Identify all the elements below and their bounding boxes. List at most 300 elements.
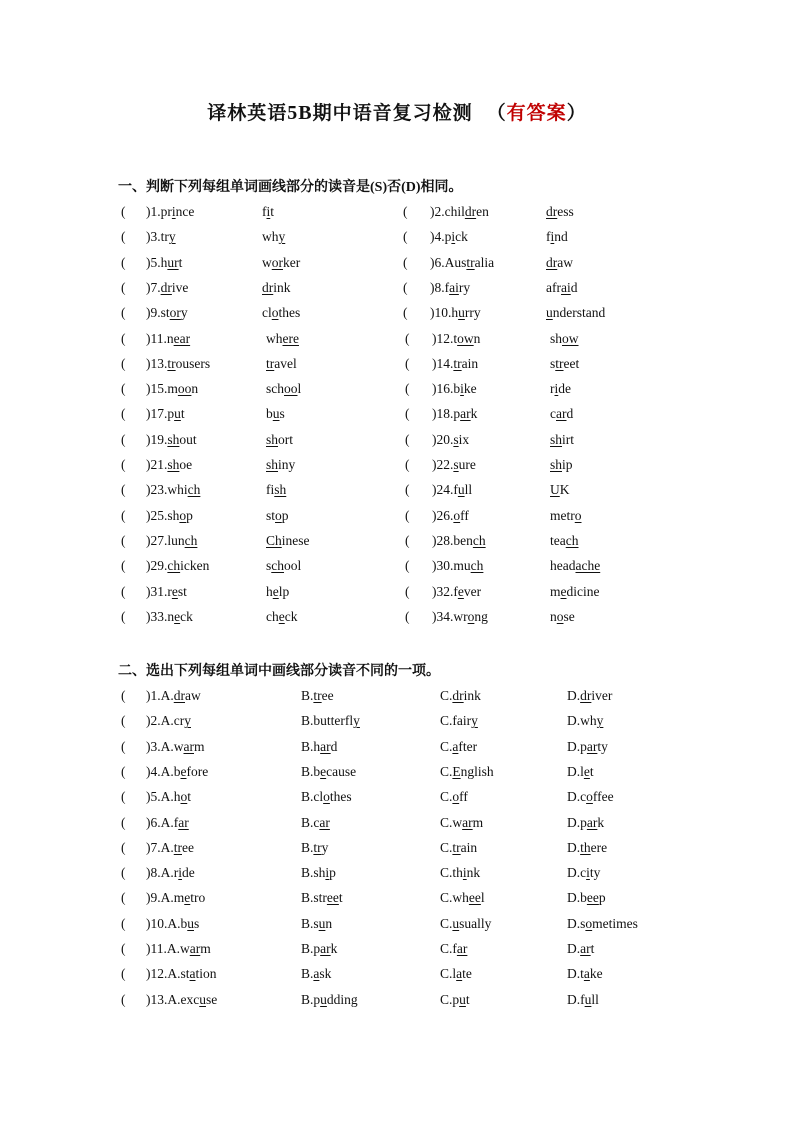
answer-blank-open: ( — [405, 330, 410, 346]
question-row — [0, 406, 794, 426]
answer-blank-open: ( — [405, 608, 410, 624]
underlined-letters: i — [554, 381, 559, 397]
word-1: Australia — [444, 254, 495, 270]
word-1: shop — [167, 507, 193, 523]
question-item: )15. moon — [146, 381, 199, 397]
answer-blank-open: ( — [121, 305, 126, 321]
underlined-letters: e — [278, 608, 285, 624]
underlined-letters: ar — [580, 941, 591, 956]
underlined-letters: y — [353, 713, 360, 729]
word-1: rest — [167, 583, 187, 599]
word-2: nose — [550, 608, 575, 624]
option-a: )3.A. warm — [146, 738, 205, 754]
option-c: C. after — [440, 738, 478, 754]
title-rest: 期中语音复习检测 — [312, 103, 473, 124]
underlined-letters: Ch — [266, 532, 282, 548]
underlined-letters: ee — [586, 890, 599, 906]
underlined-letters: i — [550, 229, 555, 245]
underlined-letters: u — [457, 482, 465, 498]
option-a-word: far — [173, 814, 189, 830]
answer-blank-open: ( — [405, 355, 410, 371]
word-1: off — [453, 507, 469, 523]
word-1: bike — [453, 381, 477, 397]
question-item: )32. fever — [432, 583, 482, 599]
word-2: help — [266, 583, 290, 599]
option-a: )10.A. bus — [146, 915, 200, 931]
underlined-letters: i — [266, 204, 271, 219]
underlined-letters: tr — [313, 688, 322, 703]
option-d-word: coffee — [580, 789, 614, 805]
answer-blank-open: ( — [121, 814, 126, 830]
choice-row — [0, 764, 794, 784]
option-d: D. there — [567, 839, 608, 855]
underlined-letters: i — [178, 865, 183, 881]
word-2: ride — [550, 381, 572, 397]
option-d-word: sometimes — [580, 915, 638, 931]
underlined-letters: oo — [177, 381, 192, 397]
underlined-letters: e — [171, 583, 178, 599]
answer-blank-open: ( — [121, 431, 126, 447]
question-item: )6. Australia — [430, 254, 495, 270]
word-1: trousers — [167, 355, 211, 371]
option-c: C. put — [440, 991, 470, 1007]
underlined-letters: u — [199, 991, 206, 1007]
word-2: dress — [546, 204, 574, 219]
question-item: )16. bike — [432, 381, 477, 397]
question-row — [0, 381, 794, 401]
underlined-letters: or — [169, 305, 181, 321]
option-c: C. far — [440, 941, 468, 956]
question-row — [0, 356, 794, 376]
option-d-word: there — [580, 839, 608, 855]
question-item: )14. train — [432, 355, 479, 371]
option-a: )2.A. cry — [146, 713, 191, 729]
underlined-letters: ch — [472, 532, 486, 548]
section1-heading: 一、判断下列每组单词画线部分的读音是(S)否(D)相同。 — [118, 180, 463, 195]
word-2: Chinese — [266, 532, 310, 548]
answer-blank-open: ( — [121, 406, 126, 422]
answer-blank-open: ( — [121, 457, 126, 472]
answer-blank-open: ( — [121, 532, 126, 548]
underlined-letters: tr — [466, 254, 475, 270]
answer-blank-open: ( — [121, 915, 126, 931]
underlined-letters: e — [457, 583, 464, 599]
underlined-letters: o — [179, 507, 187, 523]
choice-row — [0, 865, 794, 885]
answer-blank-open: ( — [405, 381, 410, 397]
word-1: moon — [167, 381, 199, 397]
question-item: )28. bench — [432, 532, 486, 548]
option-a: )12.A. station — [146, 966, 217, 982]
answer-blank-open: ( — [405, 457, 410, 472]
underlined-letters: sh — [274, 482, 287, 498]
question-row — [0, 331, 794, 351]
underlined-letters: i — [586, 865, 590, 881]
underlined-letters: ar — [320, 738, 331, 754]
option-c: C. train — [440, 839, 478, 855]
option-a-word: tree — [173, 839, 194, 855]
word-2: fish — [266, 482, 287, 498]
word-2: shiny — [266, 457, 296, 472]
option-d-word: full — [580, 991, 599, 1007]
option-a-word: cry — [173, 713, 191, 729]
word-1: put — [167, 406, 185, 422]
question-item: )7. drive — [146, 279, 189, 295]
underlined-letters: u — [187, 915, 194, 931]
underlined-letters: ch — [184, 532, 198, 548]
underlined-letters: oo — [284, 381, 298, 397]
option-b-word: tree — [313, 688, 334, 703]
answer-blank-open: ( — [405, 583, 410, 599]
option-d: D. beep — [567, 890, 606, 906]
underlined-letters: ur — [167, 254, 179, 270]
word-1: fever — [453, 583, 482, 599]
option-b-word: pudding — [313, 991, 358, 1007]
option-b-word: clothes — [313, 789, 352, 805]
option-b: B. street — [301, 890, 343, 906]
question-item: )20. six — [432, 431, 470, 447]
answer-blank-open: ( — [121, 941, 126, 956]
option-d: D. coffee — [567, 789, 614, 805]
word-1: bench — [453, 532, 486, 548]
choice-row — [0, 890, 794, 910]
option-d: D. party — [567, 738, 608, 754]
choice-row — [0, 739, 794, 759]
word-1: pick — [444, 229, 468, 245]
underlined-letters: y — [184, 713, 191, 729]
word-1: hurry — [451, 305, 481, 321]
underlined-letters: a — [452, 738, 459, 754]
word-1: chicken — [167, 558, 210, 574]
underlined-letters: sh — [167, 457, 180, 472]
option-d-word: park — [580, 814, 605, 830]
word-1: drive — [160, 279, 189, 295]
underlined-letters: e — [583, 763, 590, 779]
option-c-word: warm — [452, 814, 484, 830]
answer-blank-open: ( — [405, 558, 410, 574]
option-b-word: because — [313, 763, 357, 779]
option-d: D. full — [567, 991, 599, 1007]
underlined-letters: e — [320, 763, 327, 779]
answer-blank-open: ( — [121, 355, 126, 371]
word-1: six — [453, 431, 470, 447]
word-2: understand — [546, 305, 606, 321]
underlined-letters: dr — [160, 279, 172, 295]
underlined-letters: i — [462, 865, 467, 881]
word-1: shout — [167, 431, 197, 447]
question-row — [0, 457, 794, 477]
option-b: B. clothes — [301, 789, 352, 805]
underlined-letters: o — [323, 789, 330, 805]
underlined-letters: u — [459, 991, 466, 1007]
word-1: park — [453, 406, 478, 422]
answer-blank-open: ( — [121, 482, 126, 498]
underlined-letters: e — [180, 763, 187, 779]
word-2: check — [266, 608, 298, 624]
word-2: bus — [266, 406, 285, 422]
word-1: story — [160, 305, 188, 321]
option-b-word: ask — [313, 966, 332, 982]
option-d-word: why — [580, 713, 604, 729]
option-c-word: wheel — [452, 890, 485, 906]
choice-row — [0, 941, 794, 961]
underlined-letters: ar — [586, 814, 598, 830]
underlined-letters: u — [272, 406, 280, 422]
underlined-letters: u — [174, 406, 181, 422]
underlined-letters: ai — [449, 279, 459, 295]
option-c: C. off — [440, 789, 468, 805]
word-1: try — [160, 229, 176, 245]
underlined-letters: dr — [173, 688, 185, 703]
option-c-word: late — [452, 966, 472, 982]
option-b: B. park — [301, 941, 338, 956]
question-item: )33. neck — [146, 608, 193, 624]
word-2: teach — [550, 532, 579, 548]
underlined-letters: o — [180, 789, 188, 805]
underlined-letters: u — [452, 915, 460, 931]
option-a: )6.A. far — [146, 814, 189, 830]
option-a: )8.A. ride — [146, 865, 195, 881]
question-row — [0, 508, 794, 528]
underlined-letters: o — [556, 608, 564, 624]
option-d-word: party — [580, 738, 608, 754]
word-2: why — [262, 229, 286, 245]
underlined-letters: o — [275, 507, 282, 523]
answer-blank-open: ( — [403, 204, 408, 219]
title-paren-close: ） — [566, 103, 587, 124]
underlined-letters: ar — [189, 941, 201, 956]
option-a: )9.A. metro — [146, 890, 206, 906]
question-item: )34. wrong — [432, 608, 488, 624]
answer-blank-open: ( — [121, 507, 126, 523]
word-2: find — [546, 229, 568, 245]
option-a-word: before — [173, 763, 209, 779]
option-d: D. sometimes — [567, 915, 638, 931]
option-a: )4.A. before — [146, 763, 209, 779]
underlined-letters: or — [271, 254, 283, 270]
option-d-word: take — [580, 966, 603, 982]
underlined-letters: o — [452, 789, 460, 805]
choice-row — [0, 966, 794, 986]
option-b-word: ship — [313, 865, 336, 881]
question-item: )4. pick — [430, 229, 468, 245]
word-1: sure — [453, 457, 476, 472]
word-2: draw — [546, 254, 573, 270]
choice-row — [0, 713, 794, 733]
answer-blank-open: ( — [121, 583, 126, 599]
option-a-word: warm — [173, 738, 205, 754]
underlined-letters: y — [471, 713, 478, 729]
word-1: hurt — [160, 254, 183, 270]
question-item: )21. shoe — [146, 457, 193, 472]
underlined-letters: ow — [457, 330, 474, 346]
option-c: C. English — [440, 763, 494, 779]
question-item: )30. much — [432, 558, 484, 574]
underlined-letters: ar — [319, 814, 330, 830]
word-2: show — [550, 330, 579, 346]
word-1: train — [453, 355, 479, 371]
underlined-letters: a — [583, 966, 590, 982]
question-item: )23. which — [146, 482, 201, 498]
question-row — [0, 432, 794, 452]
question-row — [0, 482, 794, 502]
option-b: B. sun — [301, 915, 333, 931]
option-c-word: train — [452, 839, 478, 855]
option-a-word: warm — [180, 941, 211, 956]
word-2: school — [266, 558, 302, 574]
underlined-letters: o — [453, 507, 461, 523]
title-grade: 5B — [287, 102, 313, 124]
option-c-word: think — [452, 865, 481, 881]
option-b: B. car — [301, 814, 330, 830]
question-item: )3. try — [146, 229, 176, 245]
answer-blank-open: ( — [405, 431, 410, 447]
underlined-letters: ee — [326, 890, 339, 906]
underlined-letters: ow — [562, 330, 579, 346]
word-2: fit — [262, 204, 275, 219]
word-1: which — [167, 482, 201, 498]
word-2: stop — [266, 507, 289, 523]
underlined-letters: ch — [187, 482, 201, 498]
option-b: B. hard — [301, 738, 338, 754]
option-c-word: off — [452, 789, 468, 805]
word-2: where — [266, 330, 299, 346]
underlined-letters: s — [453, 431, 459, 447]
word-2: shirt — [550, 431, 575, 447]
underlined-letters: o — [585, 915, 593, 931]
underlined-letters: o — [574, 507, 582, 523]
underlined-letters: o — [271, 305, 279, 321]
answer-blank-open: ( — [121, 254, 126, 270]
underlined-letters: y — [168, 229, 176, 245]
question-row — [0, 305, 794, 325]
question-row — [0, 584, 794, 604]
word-1: children — [444, 204, 489, 219]
underlined-letters: ch — [271, 558, 285, 574]
answer-blank-open: ( — [121, 991, 126, 1007]
underlined-letters: dr — [452, 688, 464, 703]
answer-blank-open: ( — [405, 406, 410, 422]
underlined-letters: ar — [456, 941, 468, 956]
answer-blank-open: ( — [403, 279, 408, 295]
answer-blank-open: ( — [121, 688, 126, 703]
option-b-word: try — [313, 839, 329, 855]
option-c: C. wheel — [440, 890, 485, 906]
option-c-word: fairy — [452, 713, 478, 729]
underlined-letters: i — [171, 204, 176, 219]
underlined-letters: u — [320, 991, 327, 1007]
section2-heading: 二、选出下列每组单词中画线部分读音不同的一项。 — [118, 664, 440, 679]
underlined-letters: sh — [266, 457, 279, 472]
option-c-word: usually — [452, 915, 492, 931]
word-2: clothes — [262, 305, 301, 321]
option-b-word: hard — [313, 738, 338, 754]
choice-row — [0, 688, 794, 708]
option-b: B. ship — [301, 865, 336, 881]
underlined-letters: ch — [470, 558, 484, 574]
option-a-word: excuse — [180, 991, 218, 1007]
option-b-word: sun — [313, 915, 333, 931]
option-b: B. because — [301, 763, 357, 779]
choice-row — [0, 815, 794, 835]
word-2: card — [550, 406, 574, 422]
question-item: )29. chicken — [146, 558, 210, 574]
option-b: B. ask — [301, 966, 332, 982]
word-2: ship — [550, 457, 573, 472]
word-2: school — [266, 381, 302, 397]
question-item: )19. shout — [146, 431, 197, 447]
word-2: worker — [262, 254, 301, 270]
underlined-letters: e — [174, 608, 181, 624]
underlined-letters: y — [596, 713, 604, 729]
option-d: D. why — [567, 713, 604, 729]
question-item: )26. off — [432, 507, 469, 523]
option-b-word: car — [313, 814, 330, 830]
option-d: D. art — [567, 941, 595, 956]
option-d-word: driver — [580, 688, 613, 703]
question-row — [0, 280, 794, 300]
word-2: afraid — [546, 279, 578, 295]
underlined-letters: u — [458, 305, 465, 321]
underlined-letters: e — [184, 890, 191, 906]
answer-blank-open: ( — [405, 482, 410, 498]
question-item: )11. near — [146, 330, 191, 346]
underlined-letters: dr — [262, 279, 274, 295]
word-1: much — [453, 558, 484, 574]
underlined-letters: sh — [550, 431, 563, 447]
option-a-word: bus — [180, 915, 200, 931]
option-d-word: let — [580, 763, 594, 779]
question-item: )8. fairy — [430, 279, 471, 295]
option-c-word: English — [452, 763, 494, 779]
underlined-letters: tr — [452, 839, 461, 855]
title-answer-text: 有答案 — [506, 103, 567, 124]
word-1: shoe — [167, 457, 193, 472]
question-item: )2. children — [430, 204, 489, 219]
underlined-letters: ch — [565, 532, 579, 548]
word-2: headache — [550, 558, 601, 574]
answer-blank-open: ( — [121, 890, 126, 906]
question-item: )24. full — [432, 482, 473, 498]
underlined-letters: ar — [460, 406, 471, 422]
option-a-word: draw — [173, 688, 201, 703]
underlined-letters: tr — [555, 355, 564, 371]
underlined-letters: o — [586, 789, 593, 805]
title-answer-note — [487, 103, 587, 124]
underlined-letters: ar — [586, 738, 598, 754]
answer-blank-open: ( — [121, 839, 126, 855]
underlined-letters: a — [189, 966, 196, 982]
word-1: wrong — [453, 608, 488, 624]
word-1: full — [453, 482, 473, 498]
question-item: )18. park — [432, 406, 478, 422]
question-row — [0, 558, 794, 578]
answer-blank-open: ( — [121, 330, 126, 346]
question-row — [0, 204, 794, 224]
option-a-word: hot — [173, 789, 192, 805]
word-2: short — [266, 431, 294, 447]
question-item: )12. town — [432, 330, 481, 346]
word-2: metro — [550, 507, 582, 523]
option-c-word: drink — [452, 688, 481, 703]
option-d-word: art — [580, 941, 595, 956]
underlined-letters: tr — [266, 355, 275, 371]
underlined-letters: ai — [560, 279, 571, 295]
underlined-letters: th — [580, 839, 591, 855]
option-c: C. think — [440, 865, 481, 881]
option-d-word: beep — [580, 890, 606, 906]
option-c: C. warm — [440, 814, 484, 830]
